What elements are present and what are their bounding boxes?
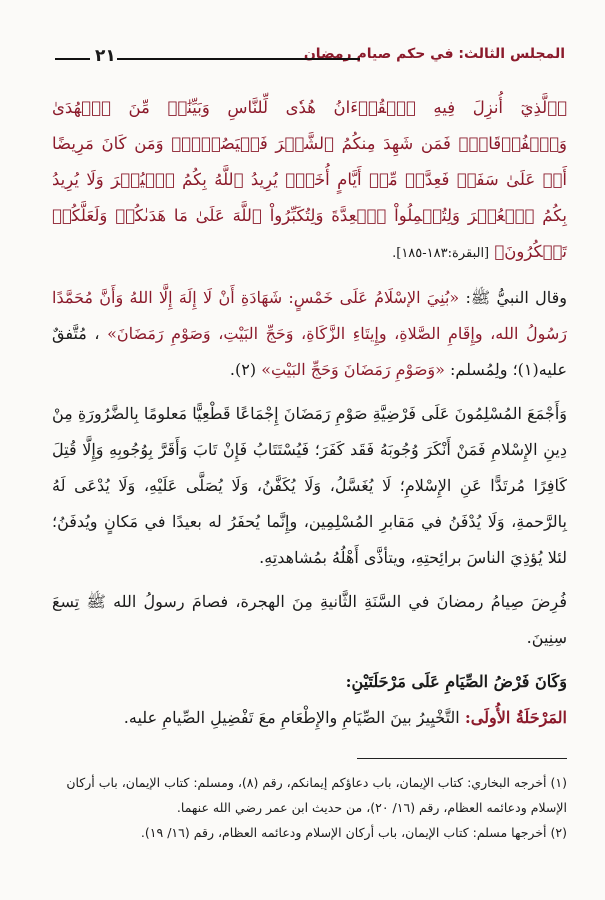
header-rule	[117, 58, 360, 60]
chapter-title: المجلس الثالث: في حكم صيام رمضان	[303, 46, 565, 62]
page-header	[55, 42, 565, 74]
footnote-rule	[357, 758, 567, 759]
header-rule-left	[55, 58, 90, 60]
footnote-1: (١) أخرجه البخاري: كتاب الإيمان، باب دعاؤكم إيمانكم، رقم (٨)، ومسلم: كتاب الإيمان، باب أركان الإسلام ودعائمه العظام، رقم (١٦/ ٢٠)، من حديث ابن عمر رضي الله عنهما.	[66, 775, 567, 815]
page-body	[52, 90, 567, 736]
footnote-marker: (٢).	[229, 360, 257, 379]
obligation-paragraph: فُرِضَ صِيامُ رمضانَ في السَّنَةِ الثَّانيةِ مِنَ الهجرة، فصامَ رسولُ الله ﷺ تِسعَ سِنِينَ.	[52, 592, 567, 647]
hadith-source: ، مُتَّفقٌ عليه(١)؛ ولِمُسلم:	[52, 324, 567, 379]
hadith-intro: وقال النبيُّ ﷺ:	[459, 288, 567, 307]
hadith-quote-muslim: «وَصَوْمِ رَمَضَانَ وَحَجِّ البَيْتِ»	[261, 360, 445, 379]
footnotes	[52, 770, 567, 845]
stage-one-text: التَّخْيِيرُ بينَ الصِّيَامِ والإِطْعَامِ معَ تَفْضِيلِ الصِّيامِ عليه.	[123, 708, 460, 727]
footnote-2: (٢) أخرجها مسلم: كتاب الإيمان، باب أركان الإسلام ودعائمه العظام، رقم (١٦/ ١٩).	[140, 825, 567, 840]
stage-one-label: المَرْحَلَةُ الأُولَى:	[464, 708, 567, 727]
hadith-paragraph	[52, 280, 567, 388]
section-heading: وَكَانَ فَرْضُ الصِّيَامِ عَلَى مَرْحَلَتَيْنِ:	[345, 672, 567, 691]
verse-text: ﴿ٱلَّذِيٓ أُنزِلَ فِيهِ ٱلۡقُرۡءَانُ هُدٗى لِّلنَّاسِ وَبَيِّنَٰتٖ مِّنَ ٱلۡهُدَىٰ وَٱلۡفُرۡقَانِۚ فَمَن شَهِدَ مِنكُمُ ٱلشَّهۡرَ فَلۡيَصُمۡهُۖ وَمَن كَانَ مَرِيضًا أَوۡ عَلَىٰ سَفَرٖ فَعِدَّةٞ مِّنۡ أَيَّامٍ أُخَرَۗ يُرِيدُ ٱللَّهُ بِكُمُ ٱلۡيُسۡرَ وَلَا يُرِيدُ بِكُمُ ٱلۡعُسۡرَ وَلِتُكۡمِلُواْ ٱلۡعِدَّةَ وَلِتُكَبِّرُواْ ٱللَّهَ عَلَىٰ مَا هَدَىٰكُمۡ وَلَعَلَّكُمۡ تَشۡكُرُونَ﴾	[52, 98, 567, 261]
quran-verse	[52, 90, 567, 272]
hadith-quote: «بُنِيَ الإسْلَامُ عَلَى خَمْسٍ: شَهَادَةِ أَنْ لَا إِلَهَ إِلَّا اللهُ وَأَنَّ مُحَمَّدًا رَسُولُ الله، وإِقَامِ الصَّلاةِ، وإِيتَاءِ الزَّكَاةِ، وَحَجِّ البَيْتِ، وَصَوْمِ رَمَضَانَ»	[52, 288, 567, 343]
page-number: ٢١	[95, 46, 116, 66]
stage-one-paragraph	[52, 700, 567, 736]
verse-reference: [البقرة:١٨٣-١٨٥].	[392, 246, 490, 261]
consensus-paragraph: وَأَجْمَعَ المُسْلِمُونَ عَلَى فَرْضِيَّةِ صَوْمِ رَمَضَانَ إِجْمَاعًا قَطْعِيًّا مَعلومًا بِالضَّرُورَةِ مِنْ دِينِ الإِسْلامِ فَمَنْ أَنْكَرَ وُجُوبَهُ فَقَد كَفَرَ؛ فَيُسْتَتَابُ فَإِنْ تَابَ وَأَقَرَّ بِوُجُوبِهِ وَإِلَّا قُتِلَ كَافِرًا مُرتَدًّا عَنِ الإِسْلامِ؛ لَا يُغَسَّلُ، وَلَا يُكَفَّنُ، وَلَا يُصَلَّى عَلَيْهِ، وَلَا يُدْعَى لَهُ بِالرَّحمةِ، وَلَا يُدْفَنُ في مَقابرِ المُسْلِمِين، وإِنَّما يُحفَرُ له بعيدًا في مَكانٍ ويُدفَنُ؛ لئلا يُؤذِيَ الناسَ برائِحتِهِ، ويتأذَّى أَهْلُهُ بمُشاهدتِهِ.	[52, 404, 567, 567]
